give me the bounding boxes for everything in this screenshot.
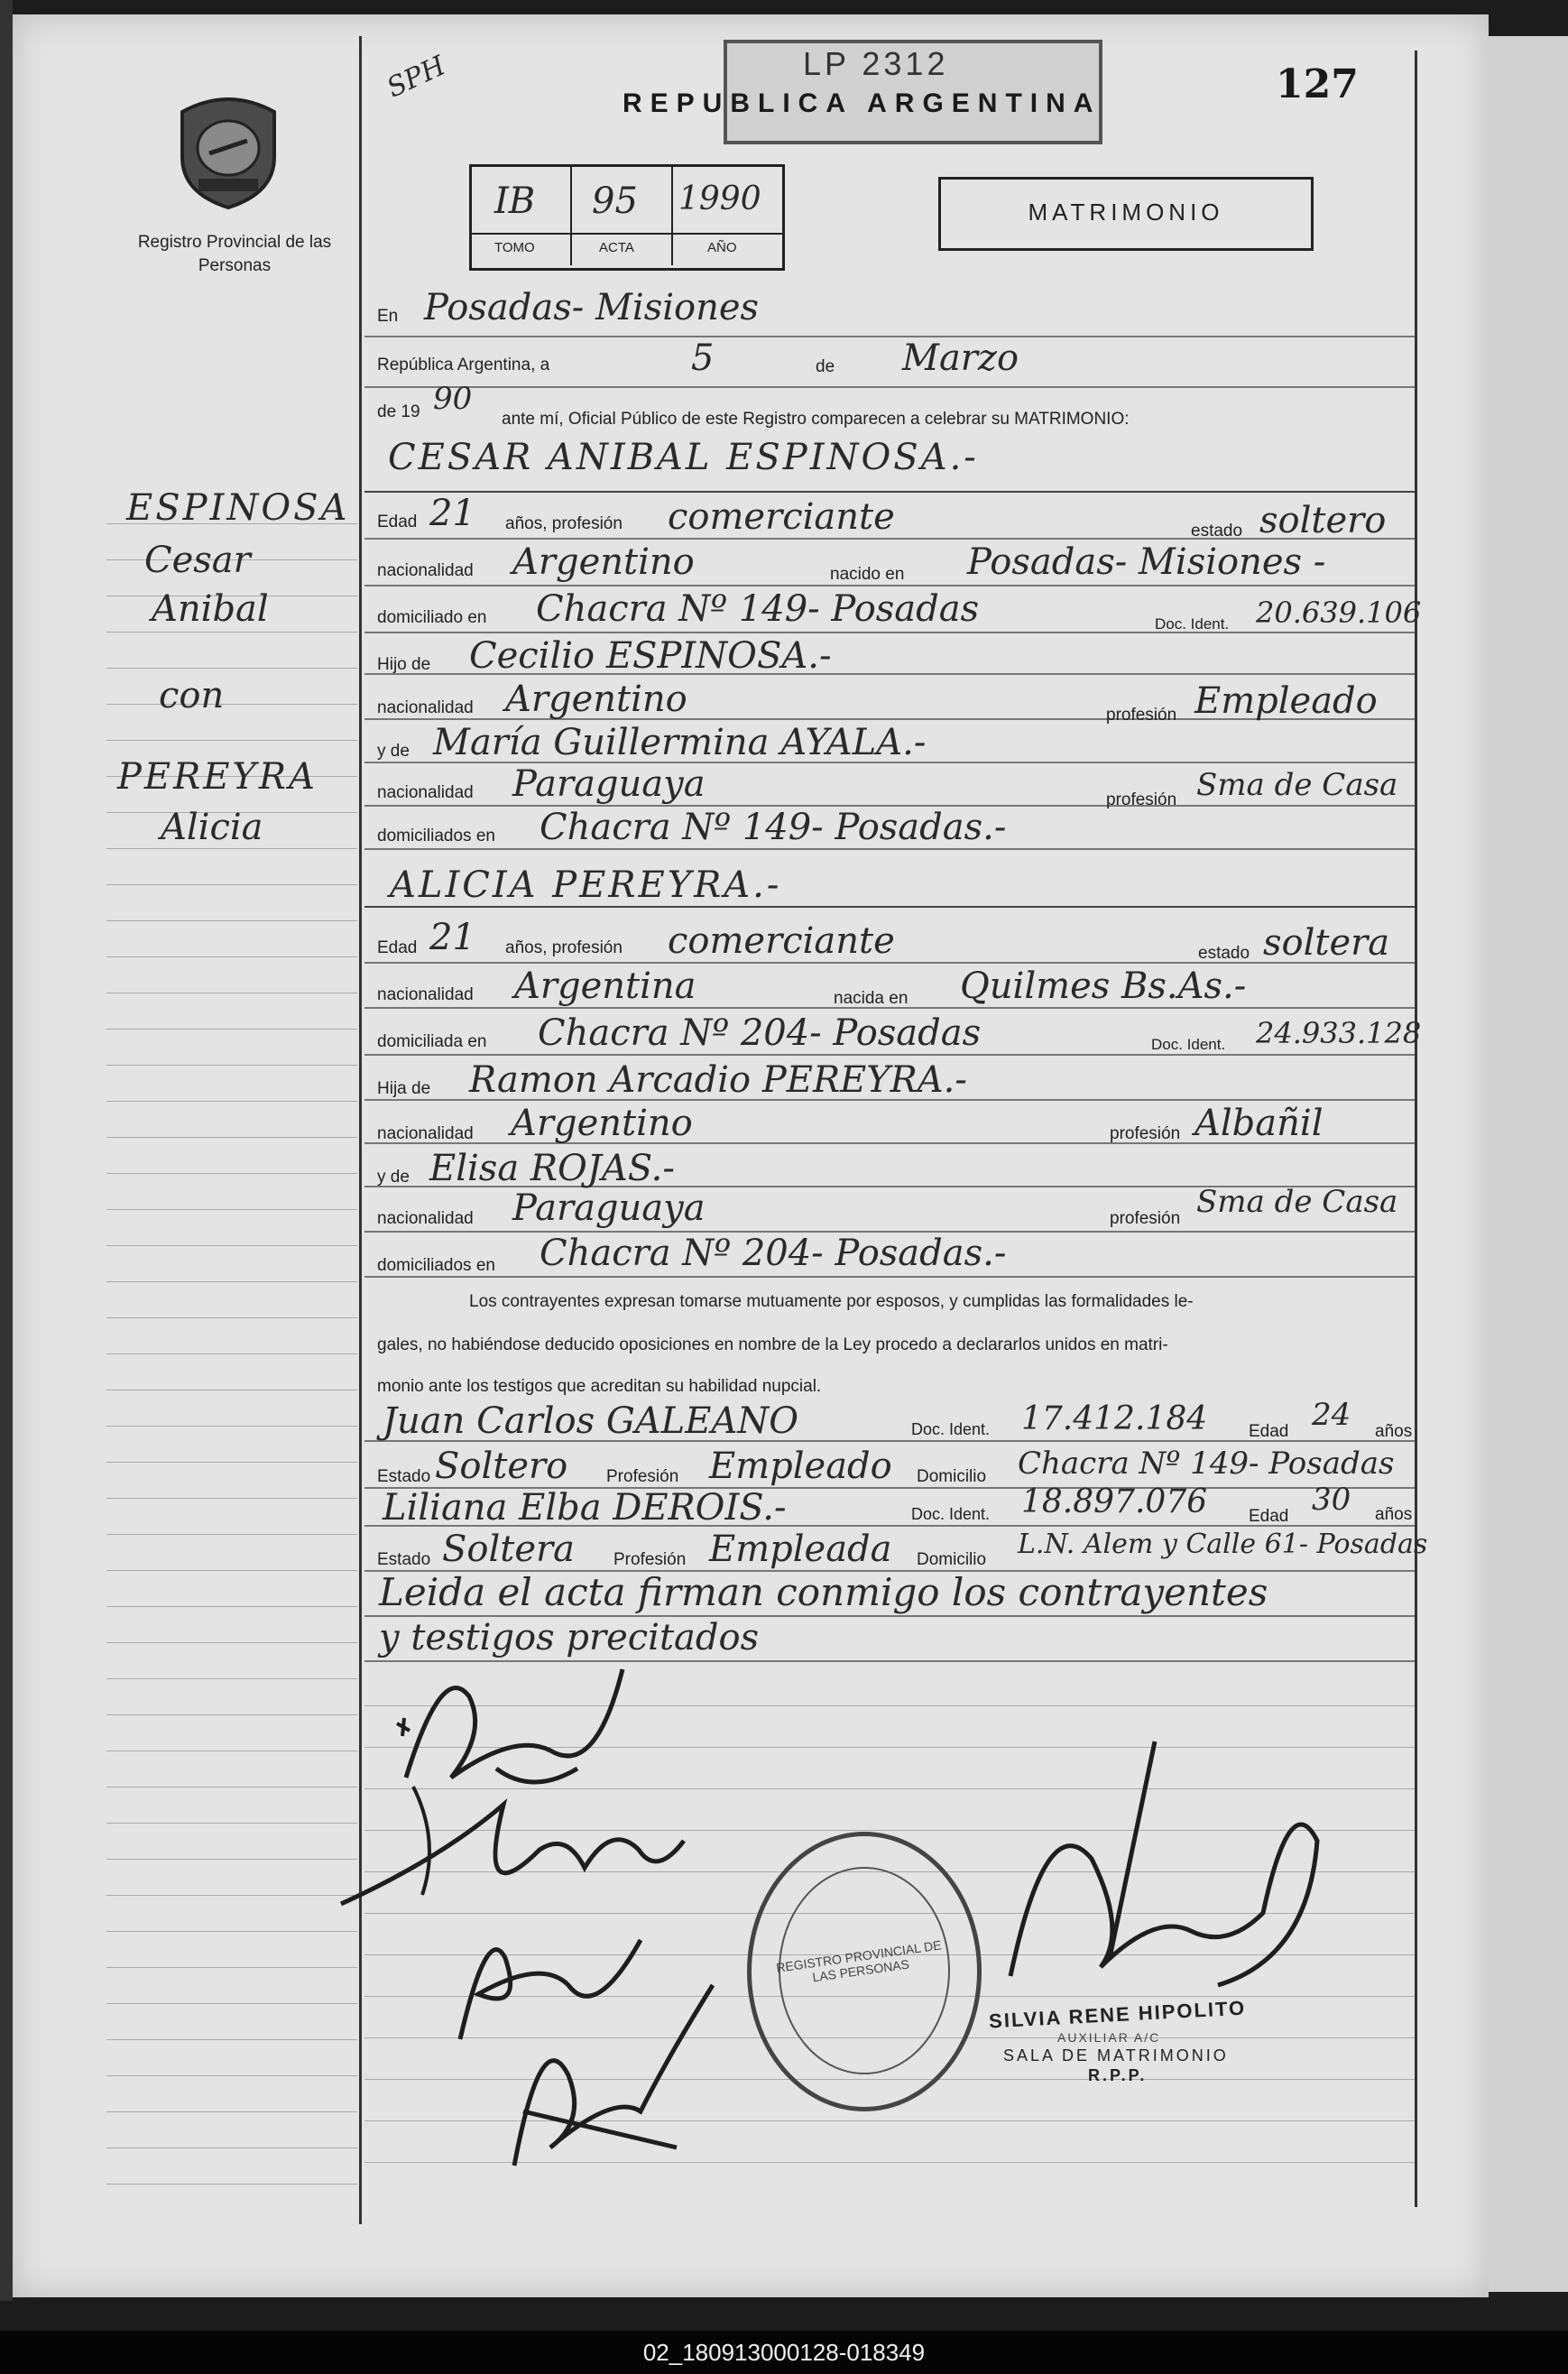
bride-mother: Elisa ROJAS.- <box>429 1148 675 1189</box>
groom-mother-nationality: Paraguaya <box>512 763 706 805</box>
groom-nationality: Argentino <box>512 541 695 583</box>
official-office: SALA DE MATRIMONIO <box>1003 2046 1229 2065</box>
seal-text: REGISTRO PROVINCIAL DE LAS PERSONAS <box>775 1937 943 1985</box>
margin-rule-line <box>106 2003 357 2004</box>
bride-edad-label: Edad <box>377 938 418 957</box>
margin-rule-line <box>106 1859 357 1860</box>
margin-rule-line <box>106 1209 357 1210</box>
margin-given-1b: Anibal <box>152 588 269 630</box>
witness2-estado-label: Estado <box>377 1550 431 1569</box>
groom-parents-address: Chacra Nº 149- Posadas.- <box>540 807 1007 848</box>
margin-given-1a: Cesar <box>144 540 251 581</box>
witness2-dom-label: Domicilio <box>917 1550 987 1569</box>
right-rule <box>1415 51 1417 2207</box>
margin-rule-line <box>106 632 357 633</box>
official-name: SILVIA RENE HIPOLITO <box>988 1996 1247 2033</box>
groom-name: CESAR ANIBAL ESPINOSA.- <box>388 437 979 478</box>
margin-rule-line <box>106 1462 357 1463</box>
signature-witness-2 <box>487 1967 722 2184</box>
form-rule-line <box>364 1054 1415 1056</box>
act-box-divider <box>472 233 782 235</box>
margin-rule-line <box>106 848 357 849</box>
signature-bride <box>332 1769 693 1922</box>
form-rule-line <box>364 1276 1415 1278</box>
witness2-age: 30 <box>1312 1482 1351 1518</box>
margin-rule-line <box>106 1281 357 1282</box>
margin-rule-line <box>106 1173 357 1174</box>
margin-rule-line <box>106 1642 357 1643</box>
margin-rule-line <box>106 668 357 669</box>
margin-rule-line <box>106 2039 357 2040</box>
margin-rule-line <box>106 1570 357 1571</box>
groom-father-profession: Empleado <box>1194 680 1378 722</box>
de-label: de <box>816 357 835 376</box>
witness1-status: Soltero <box>435 1446 568 1487</box>
bride-father: Ramon Arcadio PEREYRA.- <box>469 1059 967 1101</box>
groom-nacido-label: nacido en <box>830 565 905 584</box>
closing-line-2: y testigos precitados <box>379 1617 760 1658</box>
bride-father-nac-label: nacionalidad <box>377 1124 474 1143</box>
anio-value: 1990 <box>678 180 761 217</box>
bride-address: Chacra Nº 204- Posadas <box>538 1012 982 1054</box>
groom-doc-label: Doc. Ident. <box>1155 615 1230 633</box>
margin-rule-line <box>106 1714 357 1715</box>
bride-father-profession: Albañil <box>1194 1103 1324 1144</box>
margin-given-2: Alicia <box>161 807 263 848</box>
record-type: MATRIMONIO <box>1028 199 1224 226</box>
year-suffix: 90 <box>433 381 473 417</box>
form-rule-line <box>364 848 1415 850</box>
witness1-doc-label: Doc. Ident. <box>911 1420 991 1438</box>
tomo-label: TOMO <box>494 240 535 255</box>
anio-label: AÑO <box>707 240 737 255</box>
tomo-value: IB <box>494 180 536 222</box>
signature-official <box>992 1732 1335 2012</box>
bride-yde-label: y de <box>377 1168 410 1187</box>
margin-rule-line <box>106 2184 357 2185</box>
witness1-edad-label: Edad <box>1249 1422 1289 1441</box>
act-box-col <box>570 167 572 265</box>
bride-mother-prof-label: profesión <box>1110 1209 1181 1228</box>
declaration-line-3: monio ante los testigos que acreditan su habilidad nupcial. <box>377 1377 822 1396</box>
groom-estado-label: estado <box>1191 522 1243 540</box>
groom-father-prof-label: profesión <box>1106 706 1177 725</box>
margin-rule-line <box>106 704 357 705</box>
margin-rule-line <box>106 740 357 741</box>
declaration-line-1: Los contrayentes expresan tomarse mutuamente por esposos, y cumplidas las formalidades le- <box>469 1292 1194 1311</box>
bride-status: soltera <box>1263 922 1390 964</box>
form-rule-line <box>364 906 1415 908</box>
witness1-prof-label: Profesión <box>606 1467 679 1486</box>
groom-birthplace: Posadas- Misiones - <box>967 541 1326 583</box>
closing-line-1: Leida el acta firman conmigo los contrayentes <box>379 1570 1268 1614</box>
witness1-age: 24 <box>1312 1397 1351 1433</box>
margin-rule-line <box>106 2111 357 2112</box>
witness1-doc: 17.412.184 <box>1021 1400 1208 1437</box>
bride-name: ALICIA PEREYRA.- <box>390 864 782 906</box>
margin-rule-line <box>106 884 357 885</box>
witness1-anos-label: años <box>1375 1422 1413 1441</box>
groom-doc: 20.639.106 <box>1256 596 1422 630</box>
margin-rule-line <box>106 1317 357 1318</box>
witness1-estado-label: Estado <box>377 1467 431 1486</box>
bride-nacida-label: nacida en <box>834 989 909 1008</box>
groom-status: soltero <box>1259 500 1387 541</box>
margin-rule-line <box>106 1931 357 1932</box>
form-rule-line <box>364 386 1415 388</box>
margin-rule-line <box>106 1534 357 1535</box>
margin-rule-line <box>106 1426 357 1427</box>
groom-edad-label: Edad <box>377 513 418 531</box>
bride-estado-label: estado <box>1198 944 1250 963</box>
margin-rule-line <box>106 1823 357 1824</box>
en-label: En <box>377 307 399 326</box>
official-title: AUXILIAR A/C <box>1057 2030 1161 2045</box>
margin-rule-line <box>106 1750 357 1751</box>
witness2-status: Soltera <box>442 1529 575 1570</box>
margin-rule-line <box>106 956 357 957</box>
witness1-profession: Empleado <box>709 1446 892 1487</box>
republic-heading: REPUBLICA ARGENTINA <box>623 88 1102 118</box>
coat-of-arms-icon <box>173 94 283 211</box>
margin-rule-line <box>106 1678 357 1679</box>
groom-mother-nac-label: nacionalidad <box>377 783 474 802</box>
margin-surname-1: ESPINOSA <box>126 487 350 529</box>
bride-profesion-label: años, profesión <box>505 938 623 957</box>
groom-hijo-label: Hijo de <box>377 655 431 674</box>
bride-father-prof-label: profesión <box>1110 1124 1181 1143</box>
groom-yde-label: y de <box>377 742 410 761</box>
witness1-name: Juan Carlos GALEANO <box>383 1400 799 1442</box>
place: Posadas- Misiones <box>424 287 760 328</box>
bride-mother-nac-label: nacionalidad <box>377 1209 474 1228</box>
margin-rule-line <box>106 2075 357 2076</box>
bride-nationality: Argentina <box>514 965 696 1007</box>
intro-text: ante mí, Oficial Público de este Registro comparecen a celebrar su MATRIMONIO: <box>502 410 1130 429</box>
acta-label: ACTA <box>599 240 634 255</box>
groom-mother-profession: Sma de Casa <box>1196 767 1398 803</box>
margin-rule-line <box>106 1606 357 1607</box>
folio-number: 127 <box>1276 61 1359 107</box>
witness2-doc-label: Doc. Ident. <box>911 1505 991 1523</box>
groom-profesion-label: años, profesión <box>505 514 623 533</box>
margin-rule-line <box>106 1967 357 1968</box>
groom-age: 21 <box>429 493 475 534</box>
bride-nac-label: nacionalidad <box>377 985 474 1004</box>
form-rule-line <box>364 962 1415 964</box>
bride-mother-nationality: Paraguaya <box>512 1187 706 1229</box>
day: 5 <box>691 337 715 379</box>
left-binding <box>0 0 13 2301</box>
margin-rule-line <box>106 1245 357 1246</box>
margin-rule-line <box>106 1895 357 1896</box>
groom-profession: comerciante <box>668 496 895 538</box>
bride-dom-label: domiciliada en <box>377 1032 487 1051</box>
groom-address: Chacra Nº 149- Posadas <box>536 588 980 630</box>
witness2-address: L.N. Alem y Calle 61- Posadas <box>1018 1529 1428 1560</box>
groom-father: Cecilio ESPINOSA.- <box>469 635 832 677</box>
margin-rule-line <box>106 1498 357 1499</box>
margin-rule-line <box>106 1029 357 1030</box>
witness2-edad-label: Edad <box>1249 1507 1289 1526</box>
right-page-edge <box>1489 36 1568 2292</box>
form-rule-line <box>364 336 1415 337</box>
witness1-address: Chacra Nº 149- Posadas <box>1018 1446 1395 1482</box>
form-rule-line <box>364 632 1415 633</box>
margin-con: con <box>159 675 225 716</box>
witness2-prof-label: Profesión <box>613 1550 687 1569</box>
groom-father-nationality: Argentino <box>505 679 687 720</box>
bride-doc-label: Doc. Ident. <box>1151 1036 1226 1053</box>
act-box-col <box>671 167 673 265</box>
witness2-anos-label: años <box>1375 1505 1413 1524</box>
acta-value: 95 <box>592 180 638 222</box>
bride-father-nationality: Argentino <box>511 1103 693 1144</box>
year-prefix: de 19 <box>377 402 420 421</box>
margin-rule-line <box>106 920 357 921</box>
form-rule-line <box>364 491 1415 493</box>
witness1-dom-label: Domicilio <box>917 1467 987 1486</box>
groom-mother-prof-label: profesión <box>1106 790 1177 809</box>
groom-father-nac-label: nacionalidad <box>377 698 474 717</box>
witness2-profession: Empleada <box>709 1529 892 1570</box>
bride-birthplace: Quilmes Bs.As.- <box>960 965 1247 1007</box>
groom-nac-label: nacionalidad <box>377 561 474 580</box>
groom-dom-label: domiciliado en <box>377 608 487 627</box>
bride-doc: 24.933.128 <box>1256 1016 1422 1050</box>
bride-hija-label: Hija de <box>377 1079 431 1098</box>
margin-rule-line <box>106 1101 357 1102</box>
official-abbr: R.P.P. <box>1088 2066 1148 2084</box>
registry-name: Registro Provincial de las Personas <box>137 233 332 275</box>
declaration-line-2: gales, no habiéndose deducido oposiciones en nombre de la Ley procedo a declararlos unidos en matri- <box>377 1335 1168 1354</box>
stamp-initials: SPH <box>382 50 451 105</box>
stamp-number: LP 2312 <box>803 45 949 82</box>
margin-rule-line <box>106 1353 357 1354</box>
bride-parents-dom-label: domiciliados en <box>377 1256 495 1275</box>
groom-mother: María Guillermina AYALA.- <box>433 722 927 763</box>
margin-rule-line <box>106 1065 357 1066</box>
margin-surname-2: PEREYRA <box>117 756 318 798</box>
image-id-footer: 02_180913000128-018349 <box>0 2331 1568 2374</box>
month: Marzo <box>902 337 1019 379</box>
groom-parents-dom-label: domiciliados en <box>377 827 495 845</box>
margin-rule-line <box>106 1137 357 1138</box>
witness2-name: Liliana Elba DEROIS.- <box>383 1487 787 1529</box>
republica-label: República Argentina, a <box>377 356 550 374</box>
bride-parents-address: Chacra Nº 204- Posadas.- <box>540 1233 1007 1274</box>
witness2-doc: 18.897.076 <box>1021 1483 1208 1520</box>
bride-age: 21 <box>429 917 475 958</box>
bride-profession: comerciante <box>668 920 895 962</box>
form-rule-line <box>364 538 1415 540</box>
form-rule-line <box>364 585 1415 587</box>
bride-mother-profession: Sma de Casa <box>1196 1184 1398 1220</box>
